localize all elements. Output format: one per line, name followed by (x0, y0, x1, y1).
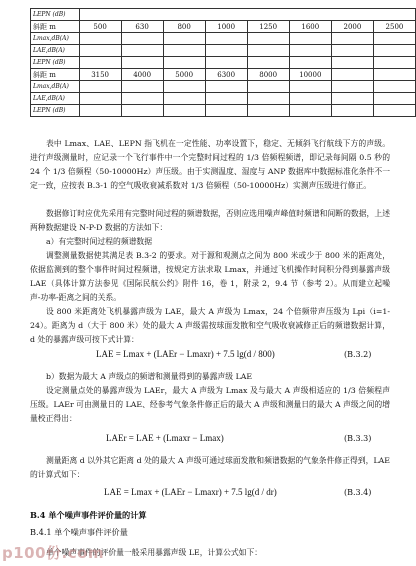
table-row (31, 45, 416, 57)
paragraph-a-calc: 设 800 米距离处飞机暴露声级为 LAE，最大 A 声级为 Lmax，24 个倍频带声压级为 Lpi（i=1-24）。距离为 d（大于 800 米）处的最大 A 声级需按球面发散和空气吸收衰减修正后的频谱数据计算，d 处的暴露声级可按下式计算： (30, 307, 390, 344)
table-cell: 1250 (247, 21, 289, 33)
table-row (31, 21, 416, 33)
equation-number: (B.3.2) (344, 350, 372, 359)
table-row (31, 57, 416, 69)
table-cell: 1000 (205, 21, 247, 33)
npd-data-table (30, 8, 416, 117)
subheading-a: a）有完整时间过程的频谱数据 (46, 237, 153, 246)
row-label: LAE,dB(A) (31, 45, 80, 57)
table-row (31, 33, 416, 45)
table-cell: 2500 (373, 21, 415, 33)
equation-number: (B.3.4) (344, 488, 372, 497)
equation-number: (B.3.3) (344, 434, 372, 443)
table-cell: 3150 (79, 69, 121, 81)
row-label: Lmax,dB(A) (31, 81, 80, 93)
equation-b33: LAEr = LAE + (Lmaxr − Lmax) (106, 433, 224, 443)
subheading-b: b）数据为最大 A 声级点的频谱和测量得到的暴露声级 LAE (46, 372, 253, 381)
table-cell: 630 (121, 21, 163, 33)
row-label: LEPN (dB) (31, 9, 80, 21)
paragraph-table-note: 表中 Lmax、LAE、LEPN 指飞机在一定性能、功率设置下，稳定、无倾斜飞行航线下方的声级。进行声级测量时，应记录一个飞行事件中一个完整时间过程的 1/3 倍频程频谱，即记录每间隔 0.5 秒的 24 个 1/3 倍频程（50-10000Hz）声压级。由于实测温度、湿度与 ANP 数据库中数据标准化条件不一定一致，应按表 B.3-1 的空气吸收衰减系数对 1/3 倍频程（50-10000Hz）实测声压级进行修正。 (30, 139, 390, 190)
table-cell: 10000 (289, 69, 331, 81)
table-cell: 500 (79, 21, 121, 33)
equation-b32: LAE = Lmax + (LAEr − Lmaxr) + 7.5 lg(d / 800) (96, 349, 275, 359)
table-row (31, 9, 416, 21)
paragraph-a-method: 调整测量数据使其满足表 B.3-2 的要求。对于源和观测点之间为 800 米或少于 800 米的距离处，依据监测到的整个事件时间过程频谱，按规定方法求取 Lmax，并通过飞机操作时间积分得到暴露声级 LAE（具体计算方法参见《国际民航公约》附件 16，卷 1，附录 2，9.4 节（参考 2）。从而建立起噪声-功率-距离之间的关系。 (30, 251, 390, 302)
table-cell: 8000 (247, 69, 289, 81)
row-label: LAE,dB(A) (31, 93, 80, 105)
paragraph-data-revision: 数据修订时应优先采用有完整时间过程的频谱数据，否则应选用噪声峰值时频谱和间断的数据，上述两种数据建设 N-P-D 数据的方法如下： (30, 209, 390, 232)
paragraph-b-distance: 测量距离 d 以外其它距离 d 处的最大 A 声级可通过球面发散和频谱数据的气象条件修正得到，LAE 的计算式如下： (30, 456, 390, 479)
row-label: 斜距 m (31, 21, 80, 33)
paragraph-single-event: 单个噪声事件的评价量一般采用暴露声级 LE，计算公式如下： (46, 548, 263, 557)
table-cell: 5000 (163, 69, 205, 81)
table-row (31, 69, 416, 81)
section-heading-b4: B.4 单个噪声事件评价量的计算 (30, 510, 147, 520)
row-label: Lmax,dB(A) (31, 33, 80, 45)
table-cell: 800 (163, 21, 205, 33)
section-heading-b41: B.4.1 单个噪声事件评价量 (30, 527, 128, 537)
table-row (31, 81, 416, 93)
watermark: p100份.com (2, 544, 105, 562)
table-row (31, 105, 416, 117)
row-label: 斜距 m (31, 69, 80, 81)
paragraph-b-method: 设定测量点处的暴露声级为 LAEr，最大 A 声级为 Lmax 及与最大 A 声级相适应的 1/3 倍频程声压级。LAEr 可由测量日的 LAE、经参考气象条件修正后的最大 A 声级和测量日的最大 A 声级之间的增量校正得出： (30, 386, 390, 423)
row-label: LEPN (dB) (31, 105, 80, 117)
table-cell: 6300 (205, 69, 247, 81)
table-row (31, 93, 416, 105)
table-cell: 4000 (121, 69, 163, 81)
table-cell (79, 9, 415, 21)
table-cell: 1600 (289, 21, 331, 33)
row-label: LEPN (dB) (31, 57, 80, 69)
table-cell: 2000 (331, 21, 373, 33)
equation-b34: LAE = Lmax + (LAEr − Lmaxr) + 7.5 lg(d / dr) (104, 487, 277, 497)
